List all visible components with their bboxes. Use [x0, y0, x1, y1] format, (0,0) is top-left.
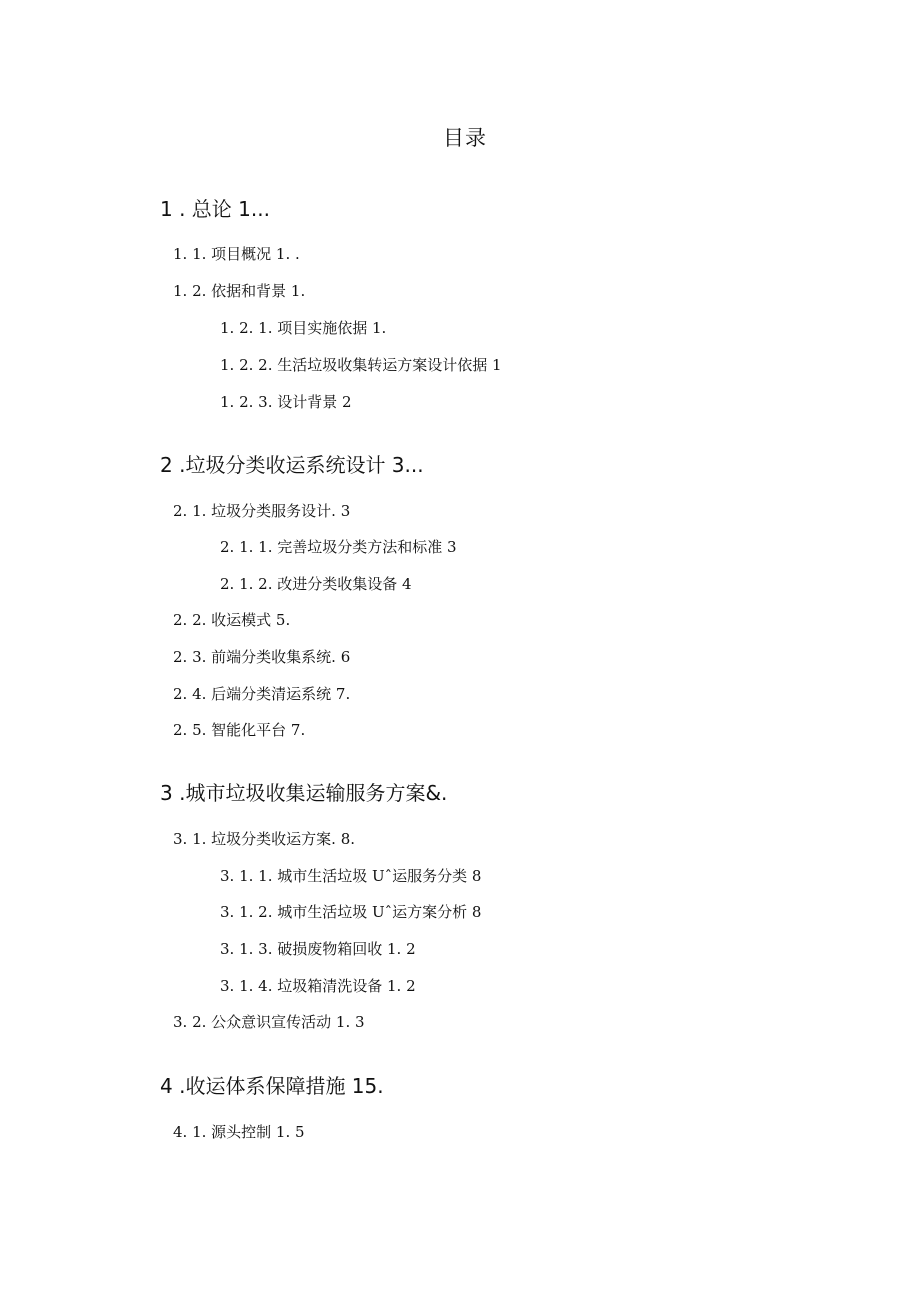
toc-entry-2-5[interactable]: 2. 5. 智能化平台 7.: [173, 721, 306, 739]
toc-entry-2[interactable]: 2 .垃圾分类收运系统设计 3...: [160, 453, 424, 477]
toc-entry-3-1-3[interactable]: 3. 1. 3. 破损废物箱回收 1. 2: [220, 940, 416, 958]
toc-entry-2-1[interactable]: 2. 1. 垃圾分类服务设计. 3: [173, 502, 351, 520]
toc-entry-1[interactable]: 1 . 总论 1...: [160, 197, 270, 221]
toc-entry-4-1[interactable]: 4. 1. 源头控制 1. 5: [173, 1123, 305, 1141]
toc-entry-1-2-2[interactable]: 1. 2. 2. 生活垃圾收集转运方案设计依据 1: [220, 356, 502, 374]
toc-entry-3-2[interactable]: 3. 2. 公众意识宣传活动 1. 3: [173, 1013, 365, 1031]
toc-entry-4[interactable]: 4 .收运体系保障措施 15.: [160, 1074, 384, 1098]
toc-entry-3-1[interactable]: 3. 1. 垃圾分类收运方案. 8.: [173, 830, 356, 848]
toc-entry-2-3[interactable]: 2. 3. 前端分类收集系统. 6: [173, 648, 351, 666]
toc-entry-3-1-4[interactable]: 3. 1. 4. 垃圾箱清洗设备 1. 2: [220, 977, 416, 995]
toc-entry-2-2[interactable]: 2. 2. 收运模式 5.: [173, 611, 291, 629]
toc-entry-2-1-2[interactable]: 2. 1. 2. 改进分类收集设备 4: [220, 575, 412, 593]
toc-entry-3-1-1[interactable]: 3. 1. 1. 城市生活垃圾 Uˆ运服务分类 8: [220, 867, 482, 885]
toc-entry-1-2[interactable]: 1. 2. 依据和背景 1.: [173, 282, 306, 300]
toc-entry-1-2-1[interactable]: 1. 2. 1. 项目实施依据 1.: [220, 319, 387, 337]
toc-entry-3-1-2[interactable]: 3. 1. 2. 城市生活垃圾 Uˆ运方案分析 8: [220, 903, 482, 921]
toc-entry-3[interactable]: 3 .城市垃圾收集运输服务方案&.: [160, 781, 448, 805]
toc-entry-2-4[interactable]: 2. 4. 后端分类清运系统 7.: [173, 685, 351, 703]
toc-entry-1-2-3[interactable]: 1. 2. 3. 设计背景 2: [220, 393, 352, 411]
toc-entry-2-1-1[interactable]: 2. 1. 1. 完善垃圾分类方法和标准 3: [220, 538, 457, 556]
toc-entry-1-1[interactable]: 1. 1. 项目概况 1. .: [173, 245, 300, 263]
toc-title: 目录: [443, 126, 487, 150]
